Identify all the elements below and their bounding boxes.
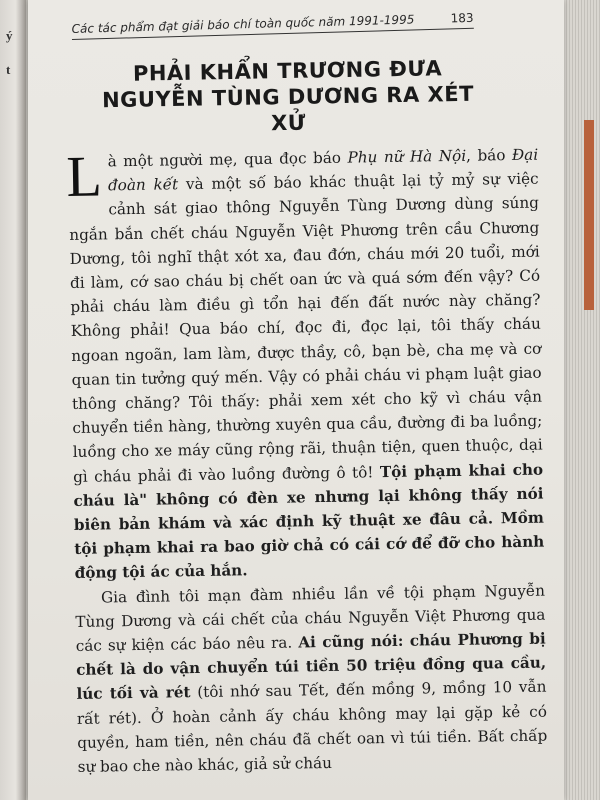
- text-run: và một số báo khác thuật lại tỷ mỷ sự việc cảnh sát giao thông Nguyễn Tùng Dương dùng súng ngắn bắn chết cháu Nguyễn Việt Phương trên cầu Chương Dương, tôi nghĩ thật xót xa, đau đớn, cháu mới 20 tuổi, mới đi làm, cớ sao cháu bị chết oan ức và quá sớm đến vậy? Có phải cháu làm điều gì tổn hại đến đất nước này chăng? Không phải! Qua báo chí, đọc đi, đọc lại, tôi thấy cháu ngoan ngoãn, lam làm, được thầy, cô, bạn bè, cha mẹ và cơ quan tin tưởng quý mến. Vậy có phải cháu vi phạm luật giao thông chăng? Tôi thấy: phải xem xét cho kỹ vì cháu vận chuyển tiền hàng, thường xuyên qua cầu, đường đi ba luồng; luồng cho xe máy cũng rộng rãi, thuận tiện, quen thuộc, dại gì cháu phải đi vào luồng đường ô tô!: [69, 169, 543, 486]
- newspaper-name: Phụ nữ Hà Nội: [347, 146, 467, 167]
- previous-page-edge: [0, 0, 26, 800]
- previous-page-mark: t: [6, 62, 11, 77]
- book-page: [28, 0, 564, 800]
- text-run: (tôi nhớ sau Tết, đến mồng 9, mồng 10 vẫn rất rét). Ở hoàn cảnh ấy cháu không may lại gặp kẻ có quyền, ham tiền, nên cháu đã chết oan vì túi tiền. Bất chấp sự bao che nào khác, giả sử cháu: [76, 678, 548, 777]
- previous-page-mark: ý: [6, 28, 13, 43]
- drop-cap: L: [65, 143, 103, 210]
- paragraph-2: [75, 578, 548, 779]
- article-body: [65, 143, 548, 780]
- text-run: Gia đình tôi mạn đàm nhiều lần về tội phạm Nguyễn Tùng Dương và cái chết của cháu Nguyễn Việt Phương qua các sự kiện các báo nêu ra.: [75, 581, 546, 656]
- bookmark-tab: [584, 120, 594, 310]
- bold-text-run: Tội phạm khai cho cháu là" không có đèn xe nhưng lại không thấy nói biên bản khám và xác định kỹ thuật xe đâu cả. Mồm tội phạm khai ra bao giờ chả có cái cớ để đỡ cho hành động tội ác của hắn.: [73, 460, 545, 583]
- newspaper-name: Đại đoàn kết: [107, 145, 539, 195]
- title-line-1: PHẢI KHẨN TRƯƠNG ĐƯA: [132, 56, 443, 86]
- text-run: , báo: [465, 146, 513, 165]
- bold-text-run: Ai cũng nói: cháu Phương bị chết là do vận chuyển túi tiền 50 triệu đồng qua cầu, lúc tối và rét: [76, 629, 547, 704]
- page-number: 183: [450, 10, 474, 26]
- paragraph-1: [65, 143, 545, 586]
- article-title: [87, 55, 488, 140]
- text-run: à một người mẹ, qua đọc báo: [107, 148, 348, 171]
- running-header: [71, 11, 473, 40]
- title-line-2: NGUYỄN TÙNG DƯƠNG RA XÉT XỬ: [101, 81, 475, 136]
- running-header-title: Các tác phẩm đạt giải báo chí toàn quốc năm 1991-1995: [71, 12, 415, 37]
